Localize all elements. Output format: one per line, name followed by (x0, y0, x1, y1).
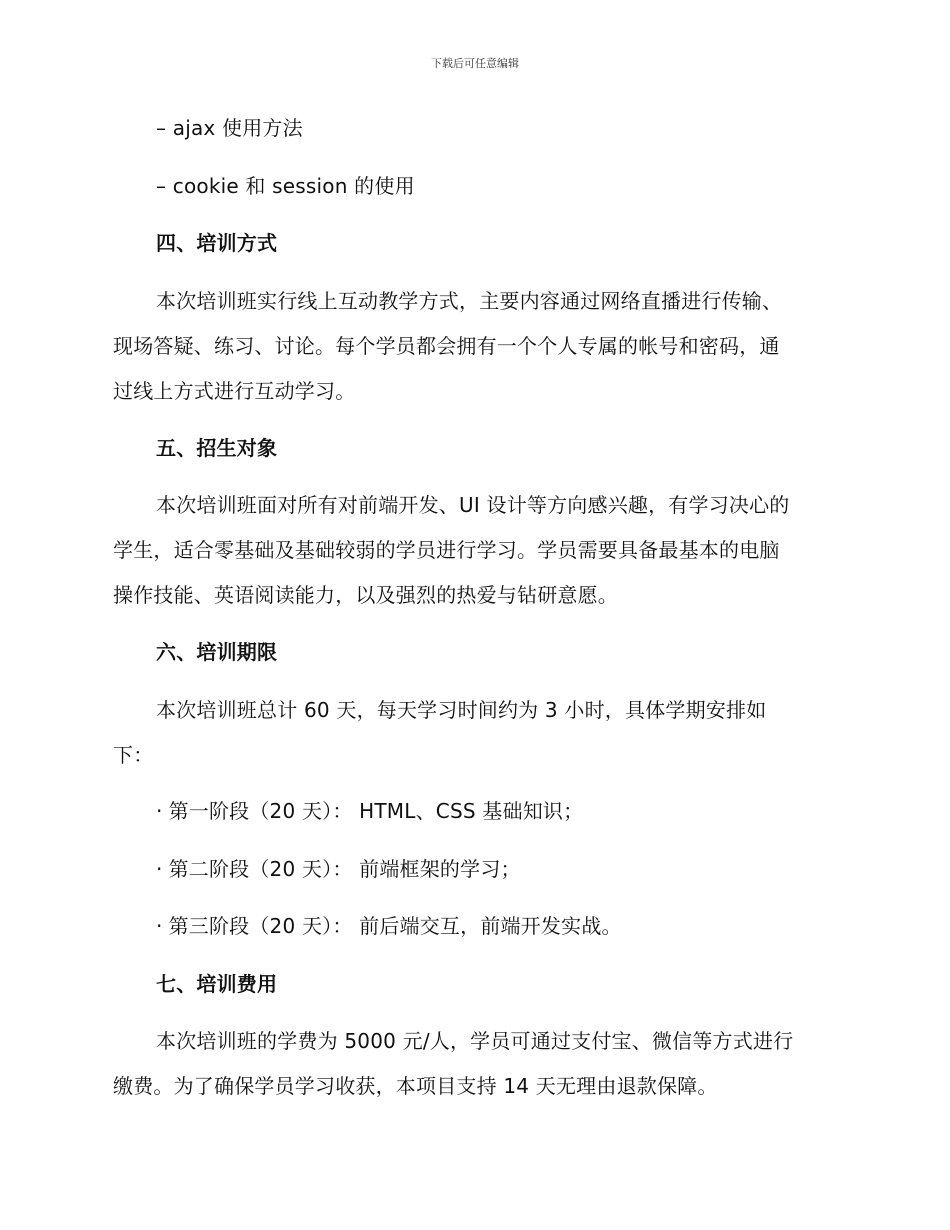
paragraph-line: 本次培训班总计 60 天，每天学习时间约为 3 小时，具体学期安排如 (156, 698, 767, 722)
stage-label: 第二阶段（20 天）： 前端框架的学习； (168, 857, 521, 881)
stage-item (156, 855, 521, 883)
bullet-icon: · (156, 857, 163, 881)
paragraph-line: 操作技能、英语阅读能力，以及强烈的热爱与钻研意愿。 (113, 583, 618, 607)
paragraph-line: 本次培训班实行线上互动教学方式，主要内容通过网络直播进行传输、 (156, 289, 783, 313)
paragraph-line: 本次培训班面对所有对前端开发、UI 设计等方向感兴趣，有学习决心的 (156, 493, 790, 517)
paragraph-line: 缴费。为了确保学员学习收获，本项目支持 14 天无理由退款保障。 (113, 1074, 718, 1098)
list-item: – cookie 和 session 的使用 (156, 174, 415, 198)
section-heading-audience: 五、招生对象 (156, 436, 278, 460)
list-item: – ajax 使用方法 (156, 116, 303, 140)
section-heading-method: 四、培训方式 (156, 231, 278, 255)
paragraph-line: 下： (113, 743, 154, 767)
paragraph-line: 本次培训班的学费为 5000 元/人，学员可通过支付宝、微信等方式进行 (156, 1029, 794, 1053)
paragraph-line: 学生，适合零基础及基础较弱的学员进行学习。学员需要具备最基本的电脑 (113, 538, 780, 562)
section-heading-duration: 六、培训期限 (156, 640, 278, 664)
paragraph-line: 过线上方式进行互动学习。 (113, 379, 356, 403)
header-note: 下载后可任意编辑 (431, 57, 519, 70)
stage-item (156, 912, 622, 940)
bullet-icon: · (156, 914, 163, 938)
bullet-icon: · (156, 799, 163, 823)
paragraph-line: 现场答疑、练习、讨论。每个学员都会拥有一个个人专属的帐号和密码，通 (113, 334, 780, 358)
stage-label: 第三阶段（20 天）： 前后端交互，前端开发实战。 (168, 914, 622, 938)
stage-label: 第一阶段（20 天）： HTML、CSS 基础知识； (168, 799, 584, 823)
section-heading-fee: 七、培训费用 (156, 972, 278, 996)
stage-item (156, 797, 583, 825)
